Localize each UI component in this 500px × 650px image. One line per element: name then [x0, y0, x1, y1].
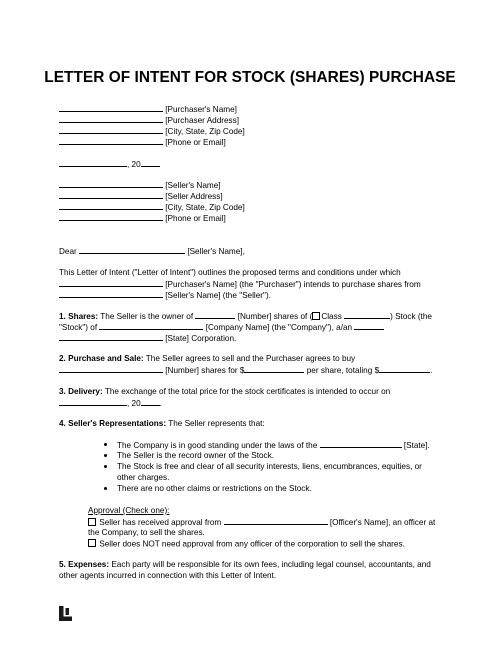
shares-line-1: [59, 311, 432, 323]
blank-field[interactable]: [59, 180, 163, 188]
delivery-heading: 3. Delivery:: [59, 387, 103, 396]
blank-field[interactable]: [59, 365, 163, 373]
shares-text: [Number] shares of (: [237, 312, 313, 321]
date-line: [59, 159, 160, 171]
approval-not-needed-checkbox[interactable]: [88, 539, 96, 547]
purchase-text: The Seller agrees to sell and the Purchaser agrees to buy: [145, 354, 356, 363]
blank-field[interactable]: [99, 322, 203, 330]
intro-line-3: [59, 290, 271, 302]
seller-city-label: [City, State, Zip Code]: [165, 203, 245, 212]
delivery-text: , 20: [127, 399, 141, 408]
representations-text: The Seller represents that:: [168, 419, 265, 428]
blank-field[interactable]: [320, 440, 402, 448]
delivery-line-1: [59, 387, 390, 398]
representation-item-1: [117, 440, 430, 452]
approval-option-2: [88, 539, 405, 550]
representation-item-3b: other charges.: [117, 473, 170, 482]
intro-line-3-text: [Seller's Name] (the "Seller").: [165, 291, 271, 300]
delivery-line-2: [59, 398, 162, 410]
blank-field[interactable]: [59, 104, 163, 112]
delivery-text: The exchange of the total price for the stock certificates is intended to occur on: [104, 387, 391, 396]
shares-text: The Seller is the owner of: [100, 312, 194, 321]
purchaser-contact-line: [59, 137, 226, 149]
intro-line-2: [59, 279, 421, 291]
blank-field[interactable]: [244, 365, 304, 373]
approval-heading: Approval (Check one):: [88, 506, 170, 515]
purchaser-city-line: [59, 126, 245, 138]
expenses-line-2: other agents incurred in connection with this Letter of Intent.: [59, 571, 277, 580]
representation-text: The Company is in good standing under the laws of the: [117, 441, 318, 450]
purchase-line-1: [59, 354, 355, 365]
purchaser-name-label: [Purchaser's Name]: [165, 105, 237, 114]
bullet-icon: [104, 443, 107, 446]
representation-item-4: There are no other claims or restrictions on the Stock.: [117, 484, 312, 493]
representation-text: [State].: [403, 441, 430, 450]
approval-text: [Officer's Name], an officer at: [329, 518, 436, 527]
blank-field[interactable]: [59, 213, 163, 221]
seller-name-line: [59, 180, 221, 192]
bullet-icon: [104, 454, 107, 457]
brand-logo-icon: [59, 606, 72, 621]
approval-text: Seller does NOT need approval from any officer of the corporation to sell the shares.: [99, 539, 405, 549]
blank-field[interactable]: [59, 115, 163, 123]
blank-field[interactable]: [59, 137, 163, 145]
expenses-line-1: [59, 560, 431, 571]
approval-option-1-cont: the Company, to sell the shares.: [88, 528, 205, 537]
seller-address-line: [59, 191, 223, 203]
salutation-prefix: Dear: [59, 247, 77, 256]
blank-field[interactable]: [195, 311, 235, 319]
delivery-text: .: [159, 399, 162, 408]
salutation: [59, 246, 245, 258]
blank-field[interactable]: [59, 126, 163, 134]
approval-option-1: [88, 517, 435, 529]
approval-received-checkbox[interactable]: [88, 518, 96, 526]
intro-line-2-text: [Purchaser's Name] (the "Purchaser") intends to purchase shares from: [165, 280, 421, 289]
purchaser-address-label: [Purchaser Address]: [165, 116, 240, 125]
shares-line-3: [59, 333, 236, 345]
approval-text: Seller has received approval from: [99, 518, 222, 527]
purchaser-name-line: [59, 104, 237, 116]
shares-line-2: [59, 322, 384, 334]
representations-line: [59, 419, 265, 430]
salutation-suffix: [Seller's Name],: [187, 247, 245, 256]
representations-heading: 4. Seller's Representations:: [59, 419, 167, 428]
shares-text: [Company Name] (the "Company"), a/an: [205, 323, 353, 332]
blank-field[interactable]: [379, 365, 433, 375]
shares-text: ) Stock (the: [390, 312, 432, 321]
shares-text: [State] Corporation.: [165, 334, 237, 343]
bullet-icon: [104, 465, 107, 468]
blank-field[interactable]: [59, 191, 163, 199]
seller-contact-label: [Phone or Email]: [165, 214, 226, 223]
class-checkbox[interactable]: [312, 312, 320, 320]
shares-text: Class: [321, 312, 342, 321]
purchase-text: [Number] shares for $: [165, 366, 245, 375]
seller-name-label: [Seller's Name]: [165, 181, 221, 190]
seller-contact-line: [59, 213, 226, 225]
blank-field[interactable]: [224, 517, 328, 525]
purchase-text: per share, totaling $: [306, 366, 380, 375]
blank-field[interactable]: [59, 279, 163, 287]
year-blank[interactable]: [141, 159, 160, 167]
blank-field[interactable]: [59, 290, 163, 298]
document-title: LETTER OF INTENT FOR STOCK (SHARES) PURCHASE: [44, 69, 456, 86]
blank-field[interactable]: [344, 311, 390, 319]
expenses-text: Each party will be responsible for its own fees, including legal counsel, accountants, and: [111, 560, 431, 569]
blank-field[interactable]: [59, 398, 127, 406]
bullet-icon: [104, 487, 107, 490]
purchaser-city-label: [City, State, Zip Code]: [165, 127, 245, 136]
blank-field[interactable]: [59, 202, 163, 210]
shares-text: "Stock") of: [59, 323, 98, 332]
purchaser-contact-label: [Phone or Email]: [165, 138, 226, 147]
blank-field[interactable]: [354, 322, 384, 330]
date-year-prefix: , 20: [127, 160, 141, 169]
representation-item-3a: The Stock is free and clear of all security interests, liens, encumbrances, equities, or: [117, 462, 422, 471]
purchase-text: .: [430, 366, 433, 375]
purchaser-address-line: [59, 115, 239, 127]
representation-item-2: The Seller is the record owner of the Stock.: [117, 451, 275, 460]
blank-field[interactable]: [141, 398, 160, 406]
seller-address-label: [Seller Address]: [165, 192, 223, 201]
purchase-heading: 2. Purchase and Sale:: [59, 354, 144, 363]
seller-city-line: [59, 202, 245, 214]
intro-line-1: This Letter of Intent ("Letter of Intent") outlines the proposed terms and conditions under which: [59, 268, 401, 277]
blank-field[interactable]: [59, 333, 163, 341]
purchase-line-2: [59, 365, 432, 377]
date-blank[interactable]: [59, 159, 127, 167]
expenses-heading: 5. Expenses:: [59, 560, 110, 569]
blank-field[interactable]: [79, 246, 185, 254]
shares-heading: 1. Shares:: [59, 312, 99, 321]
